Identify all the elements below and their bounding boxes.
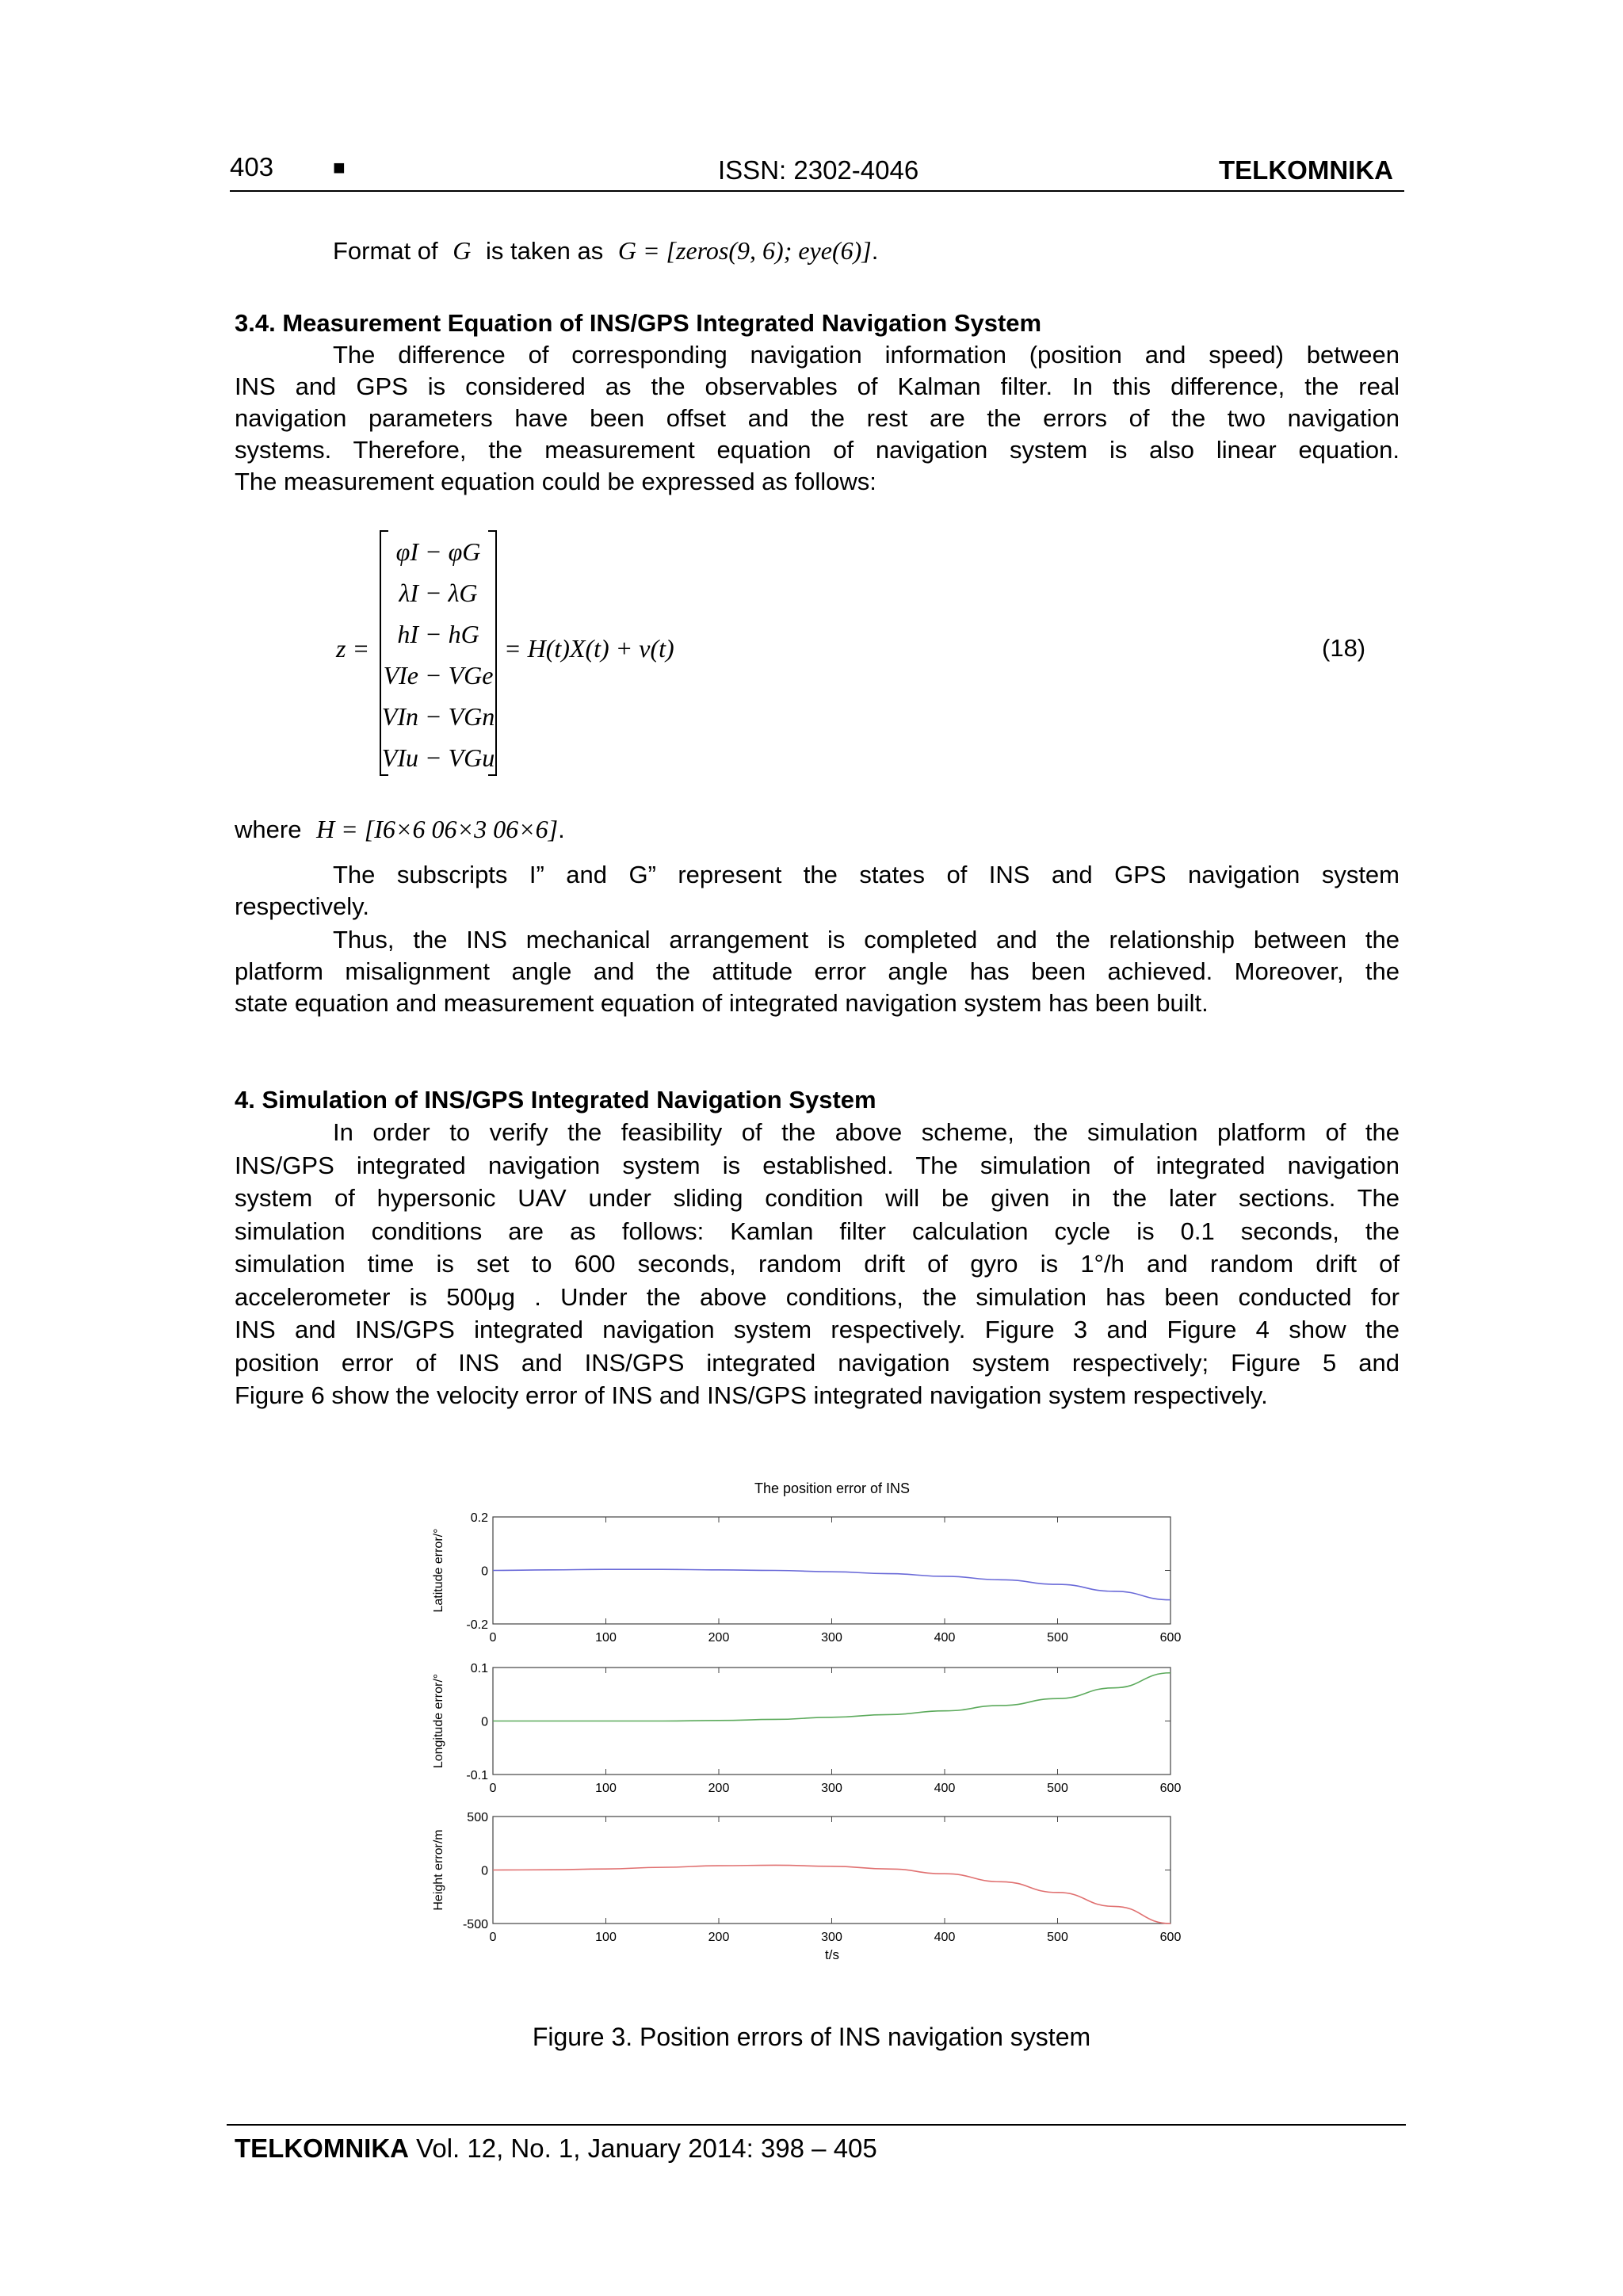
- footer-rule: [227, 2124, 1406, 2126]
- equation-18-rhs: = H(t)X(t) + v(t): [504, 634, 674, 663]
- x-tick-label: 300: [821, 1631, 842, 1645]
- footer-citation: TELKOMNIKA Vol. 12, No. 1, January 2014: 398 – 405: [235, 2134, 877, 2163]
- y-tick-label: -0.1: [466, 1769, 488, 1782]
- page-number: 403: [230, 152, 274, 181]
- x-tick-label: 400: [934, 1931, 956, 1944]
- x-tick-label: 0: [489, 1631, 497, 1645]
- x-tick-label: 200: [708, 1931, 730, 1944]
- y-tick-label: 0: [481, 1864, 488, 1878]
- x-tick-label: 400: [934, 1782, 956, 1795]
- x-tick-label: 500: [1047, 1631, 1068, 1645]
- x-tick-label: 500: [1047, 1931, 1068, 1944]
- x-tick-label: 100: [595, 1782, 617, 1795]
- equation-18-lhs: z =: [336, 634, 370, 663]
- y-tick-label: -0.2: [466, 1618, 488, 1632]
- subplot-frame: [493, 1517, 1170, 1624]
- position-error-chart: [412, 1474, 1205, 1981]
- x-tick-label: 200: [708, 1631, 730, 1645]
- y-tick-label: 500: [467, 1811, 488, 1824]
- matrix-row: VIn − VGn: [381, 702, 495, 731]
- y-axis-label: Longitude error/°: [432, 1673, 445, 1769]
- section-3-4-paragraph: The difference of corresponding navigation information (position and speed) between INS and GPS is considered as the observables of Kalman filter. In this difference, the real navigation parameters have been offset and the rest are the errors of the two navigation systems. Therefore, the measurement equation of navigation system is also linear equation. The measurement equation could be expressed as follows:: [235, 341, 1400, 495]
- x-axis-label: t/s: [825, 1947, 839, 1962]
- x-tick-label: 600: [1159, 1782, 1182, 1795]
- header-journal: TELKOMNIKA: [1219, 155, 1393, 185]
- subplot-frame: [493, 1817, 1170, 1924]
- y-tick-label: 0.2: [470, 1511, 488, 1525]
- matrix-row: φI − φG: [395, 537, 481, 566]
- x-tick-label: 600: [1159, 1931, 1182, 1944]
- equation-18-matrix: [379, 529, 498, 777]
- thus-paragraph: Thus, the INS mechanical arrangement is completed and the relationship between the platform misalignment angle and the attitude error angle has been achieved. Moreover, the state equation and measurement equation of integrated navigation system has been built.: [235, 926, 1400, 1017]
- figure-caption: Figure 3. Position errors of INS navigation system: [532, 2023, 1091, 2051]
- section-4-title: 4. Simulation of INS/GPS Integrated Navigation System: [235, 1086, 876, 1114]
- y-axis-label: Height error/m: [432, 1829, 445, 1911]
- subscripts-paragraph: The subscripts I” and G” represent the states of INS and GPS navigation system respectively.: [235, 861, 1400, 920]
- header-rule: [230, 190, 1404, 192]
- x-tick-label: 100: [595, 1631, 617, 1645]
- matrix-row: hI − hG: [397, 620, 479, 648]
- x-tick-label: 300: [821, 1782, 842, 1795]
- x-tick-label: 300: [821, 1931, 842, 1944]
- header-issn: ISSN: 2302-4046: [718, 155, 919, 185]
- section-4-paragraph: In order to verify the feasibility of the above scheme, the simulation platform of the INS/GPS integrated navigation system is established. The simulation of integrated navigation system of hypersonic UAV under sliding condition will be given in the later sections. The simulation conditions are as follows: Kamlan filter calculation cycle is 0.1 seconds, the simulation time is set to 600 seconds, random drift of gyro is 1°/h and random drift of accelerometer is 500μg . Under the above conditions, the simulation has been conducted for INS and INS/GPS integrated navigation system respectively. Figure 3 and Figure 4 show the position error of INS and INS/GPS integrated navigation system respectively; Figure 5 and Figure 6 show the velocity error of INS and INS/GPS integrated navigation system respectively.: [235, 1118, 1400, 1409]
- x-tick-label: 500: [1047, 1782, 1068, 1795]
- x-tick-label: 600: [1159, 1631, 1182, 1645]
- y-tick-label: 0: [481, 1715, 488, 1729]
- y-tick-label: -500: [462, 1918, 488, 1931]
- chart-title: The position error of INS: [754, 1480, 911, 1496]
- y-tick-label: 0.1: [470, 1662, 488, 1675]
- equation-18-number: (18): [1322, 634, 1366, 662]
- y-axis-label: Latitude error/°: [432, 1528, 445, 1613]
- x-tick-label: 200: [708, 1782, 730, 1795]
- x-tick-label: 400: [934, 1631, 956, 1645]
- matrix-row: λI − λG: [399, 579, 478, 607]
- section-3-4-title: 3.4. Measurement Equation of INS/GPS Integrated Navigation System: [235, 309, 1042, 337]
- x-tick-label: 100: [595, 1931, 617, 1944]
- x-tick-label: 0: [489, 1931, 497, 1944]
- matrix-row: VIu − VGu: [381, 743, 495, 772]
- y-tick-label: 0: [481, 1564, 488, 1579]
- format-line: Format of G is taken as G = [zeros(9, 6); eye(6)].: [333, 236, 879, 265]
- x-tick-label: 0: [489, 1782, 497, 1795]
- header-bullet: ■: [333, 155, 346, 179]
- matrix-row: VIe − VGe: [383, 661, 494, 690]
- where-line: where H = [I6×6 06×3 06×6].: [235, 815, 565, 843]
